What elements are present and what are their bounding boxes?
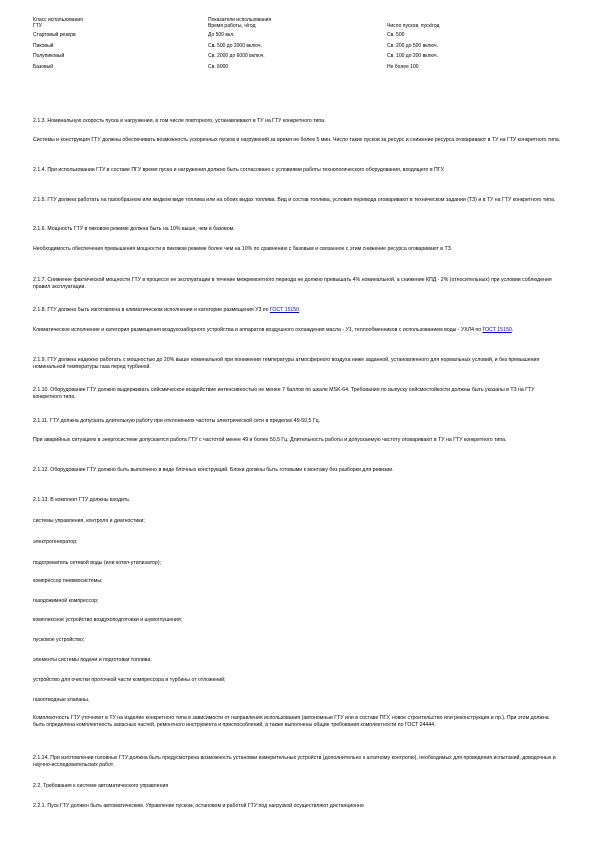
paragraph-text: При аварийных ситуациях в энергосистеме допускается работа ГТУ с частотой менее 49 и более 50,5 Гц. Длительность работы и допускаемую частоту оговаривают в ТУ на ГТУ конкретного типа. [33,437,507,443]
list-item-text: компрессор пневмосистемы; [33,578,103,584]
list-item-text: элементы системы подачи и подготовки топлива; [33,657,152,663]
paragraph-text-end: . [299,307,301,313]
list-item-text: комплексное устройство воздухоподготовки и шумоглушения; [33,617,183,623]
table-row [33,64,533,75]
paragraph-text: 2.1.3. Номинальную скорость пуска и нагружения, в том числе повторного, устанавливают в ТУ на ГТУ конкретного типа. [33,118,326,124]
paragraph [33,497,561,504]
paragraph-text: Системы и конструкция ГТУ должны обеспечивать возможность ускоренных пусков и нагружений за время не более 5 мин. Число таких пусков за ресурс и снижение ресурса оговаривают в ТУ на ГТУ конкретного типа. [33,137,561,143]
table-cell: Св. 200 до 500 включ. [387,42,439,49]
paragraph [33,803,561,810]
paragraph [33,137,561,144]
paragraph [33,387,561,401]
list-item-text: устройство для очистки проточной части компрессора и турбины от отложений; [33,677,226,683]
table-cell: Св. 500 до 2000 включ. [208,42,262,49]
list-item [33,560,561,567]
paragraph-text: 2.2.1. Пуск ГТУ должен быть автоматическим. Управление пуском, остановом и работой ГТУ под нагрузкой осуществляют дистанционно [33,803,364,809]
gost-15150-link[interactable]: ГОСТ 15150 [269,307,300,313]
table-cell: Св. 500 [387,32,405,38]
section-heading [33,783,561,790]
paragraph-text: 2.1.4. При использовании ГТУ в составе ПГУ время пуска и нагружения должно быть согласовано с условиями работы технологического оборудования, входящего в ПГУ. [33,167,445,173]
paragraph-text: 2.1.10. Оборудование ГТУ должно выдерживать сейсмическое воздействие интенсивностью не менее 7 баллов по шкале MSK-64. Требования по выпуску сейсмостойкости должны быть указаны в ТЗ на ГТУ конкретного типа. [33,387,535,400]
paragraph [33,277,561,291]
paragraph [33,246,561,253]
usage-class-table [33,17,533,74]
paragraph [33,755,561,769]
table-header-row [33,17,533,32]
gost-15150-link[interactable]: ГОСТ 15150 [482,327,512,333]
paragraph [33,357,561,371]
paragraph [33,467,561,474]
list-item [33,657,561,664]
list-item [33,637,561,644]
table-header-cell: Класс использования ГТУ [33,17,83,29]
paragraph [33,327,561,334]
table-cell: Полупиковый [33,53,65,59]
list-item-text: электрогенератор; [33,539,78,545]
paragraph-text: Климатическое исполнение и категория размещения воздухозаборного устройства и аппаратов воздушного охлаждения масла - У1, теплообменников с использованием воды - УХЛ4 по [33,327,483,333]
table-cell: Стартовый резерв [33,32,76,38]
list-item-text: газодожимной компрессор; [33,598,99,604]
paragraph [33,437,561,444]
paragraph [33,418,561,425]
paragraph [33,167,561,174]
paragraph-text: 2.1.7. Снижение фактической мощности ГТУ в процессе ее эксплуатации в течение межремонтного периода не должно превышать 4% номинальной, а снижение КПД - 2% (относительных) при условии соблюдения правил эксплуатации. [33,277,552,290]
paragraph [33,226,561,233]
table-row [33,43,533,54]
table-cell: Св. 100 до 200 включ. [387,53,439,59]
table-cell: Базовый [33,63,54,70]
list-item [33,539,561,546]
paragraph-text: 2.1.6. Мощность ГТУ в пиковом режиме должна быть на 10% выше, чем в базовом. [33,226,235,232]
paragraph-text: Комплектность ГТУ уточняют в ТУ на изделие конкретного типа в зависимости от направления использования (автономные ГТУ или в составе ПГУ, новое строительство или реконструкция и пр.). При этом должна быть определена комплектность запасных частей, ремонтного инструмента и приспособлений, а также выполнены общие требования комплектности по ГОСТ 24444. [33,715,549,728]
list-item-text: системы управления, контроля и диагностики; [33,518,145,524]
list-item-text: пусковое устройство; [33,637,85,643]
paragraph-text: 2.1.8. ГТУ должна быть изготовлена в климатическом исполнении и категории размещения У3 по [33,307,270,313]
table-cell: Св. 6000 [208,63,229,70]
paragraph-text: 2.1.12. Оборудование ГТУ должно быть выполнено в виде блочных конструкций. Блоки должны быть готовыми к монтажу без разборки для ревизии. [33,467,394,473]
list-item-text: газоотводные клапаны. [33,697,90,703]
list-item [33,578,561,585]
list-item [33,677,561,684]
paragraph-text: 2.1.13. В комплект ГТУ должны входить: [33,497,131,503]
paragraph [33,307,561,314]
table-cell: Пиковый [33,42,54,49]
paragraph-text: 2.1.5. ГТУ должна работать на газообразном или жидком виде топлива или на обоих видах топлива. Вид и состав топлива, условия перевода оговаривают в техническом задании (ТЗ) и в ТУ на ГТУ конкретного типа. [33,197,556,203]
list-item [33,598,561,605]
list-item [33,518,561,525]
paragraph-text-end: . [511,327,514,333]
table-row [33,32,533,43]
paragraph [33,197,561,204]
table-cell: До 500 вкл. [208,32,235,38]
table-cell: Св. 2000 до 6000 включ. [208,53,265,59]
table-header-cell: Показатели использования Время работы, ч/год [208,17,272,29]
section-heading-text: 2.2. Требования к системе автоматического управления [33,783,169,789]
paragraph [33,715,561,729]
table-header-cell: Число пусков, пуск/год [387,23,440,29]
table-cell: Не более 100 [387,63,419,70]
paragraph-text: 2.1.11. ГТУ должна допускать длительную работу при отклонениях частоты электрической сети в пределах 49-50,5 Гц. [33,418,321,424]
paragraph [33,118,561,125]
list-item-text: подогреватель сетевой воды (или котел-утилизатор); [33,560,161,566]
list-item [33,697,561,704]
paragraph-text: 2.1.9. ГТУ должна надежно работать с мощностью до 20% выше номинальной при понижении температуры атмосферного воздуха ниже заданной, установленного для нормальных условий, и без превышения номинальной температуры газа перед турбиной. [33,357,540,370]
list-item [33,617,561,624]
table-row [33,53,533,64]
paragraph-text: Необходимость обеспечения превышения мощности в пиковом режиме более чем на 10% по сравнению с базовым и связанное с этим снижение ресурса оговаривают в ТЗ. [33,246,453,252]
paragraph-text: 2.1.14. При изготовлении головных ГТУ должна быть предусмотрена возможность установки измерительных устройств (дополнительно к штатному контролю), необходимых для проведения испытаний, доводочных и научно-исследовательских работ. [33,755,556,768]
